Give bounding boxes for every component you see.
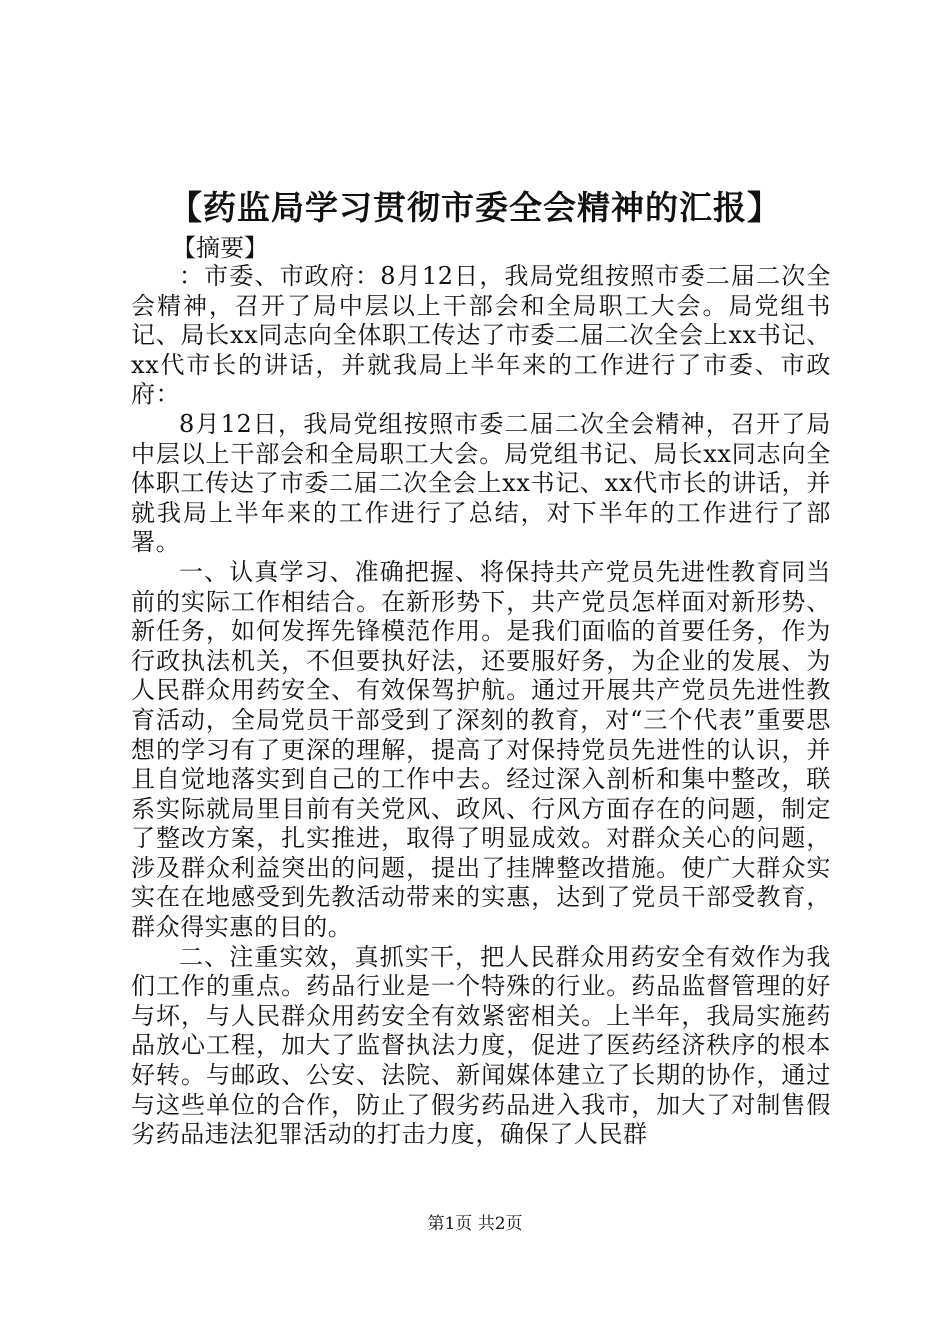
paragraph-salutation: ：市委、市政府：8月12日，我局党组按照市委二届二次全会精神，召开了局中层以上干部会和全局职工大会。局党组书记、局长xx同志向全体职工传达了市委二届二次全会上xx书记、xx代市长的讲话，并就我局上半年来的工作进行了市委、市政府：	[131, 262, 831, 409]
document-title: 【药监局学习贯彻市委全会精神的汇报】	[169, 188, 781, 227]
paragraph-section-two: 二、注重实效，真抓实干，把人民群众用药安全有效作为我们工作的重点。药品行业是一个特殊的行业。药品监督管理的好与坏，与人民群众用药安全有效紧密相关。上半年，我局实施药品放心工程，加大了监督执法力度，促进了医药经济秩序的根本好转。与邮政、公安、法院、新闻媒体建立了长期的协作，通过与这些单位的合作，防止了假劣药品进入我市，加大了对制售假劣药品违法犯罪活动的打击力度，确保了人民群	[131, 942, 831, 1149]
paragraph-section-one: 一、认真学习、准确把握、将保持共产党员先进性教育同当前的实际工作相结合。在新形势下，共产党员怎样面对新形势、新任务，如何发挥先锋模范作用。是我们面临的首要任务，作为行政执法机关，不但要执好法，还要服好务，为企业的发展、为人民群众用药安全、有效保驾护航。通过开展共产党员先进性教育活动，全局党员干部受到了深刻的教育，对“三个代表”重要思想的学习有了更深的理解，提高了对保持党员先进性的认识，并且自觉地落实到自己的工作中去。经过深入剖析和集中整改，联系实际就局里目前有关党风、政风、行风方面存在的问题，制定了整改方案，扎实推进，取得了明显成效。对群众关心的问题，涉及群众利益突出的问题，提出了挂牌整改措施。使广大群众实实在在地感受到先教活动带来的实惠，达到了党员干部受教育，群众得实惠的目的。	[131, 557, 831, 942]
document-body	[131, 262, 831, 1150]
page-footer: 第1页 共2页	[427, 1214, 523, 1234]
abstract-label: 【摘要】	[172, 234, 268, 262]
paragraph-intro: 8月12日，我局党组按照市委二届二次全会精神，召开了局中层以上干部会和全局职工大会。局党组书记、局长xx同志向全体职工传达了市委二届二次全会上xx书记、xx代市长的讲话，并就我局上半年来的工作进行了总结，对下半年的工作进行了部署。	[131, 409, 831, 557]
